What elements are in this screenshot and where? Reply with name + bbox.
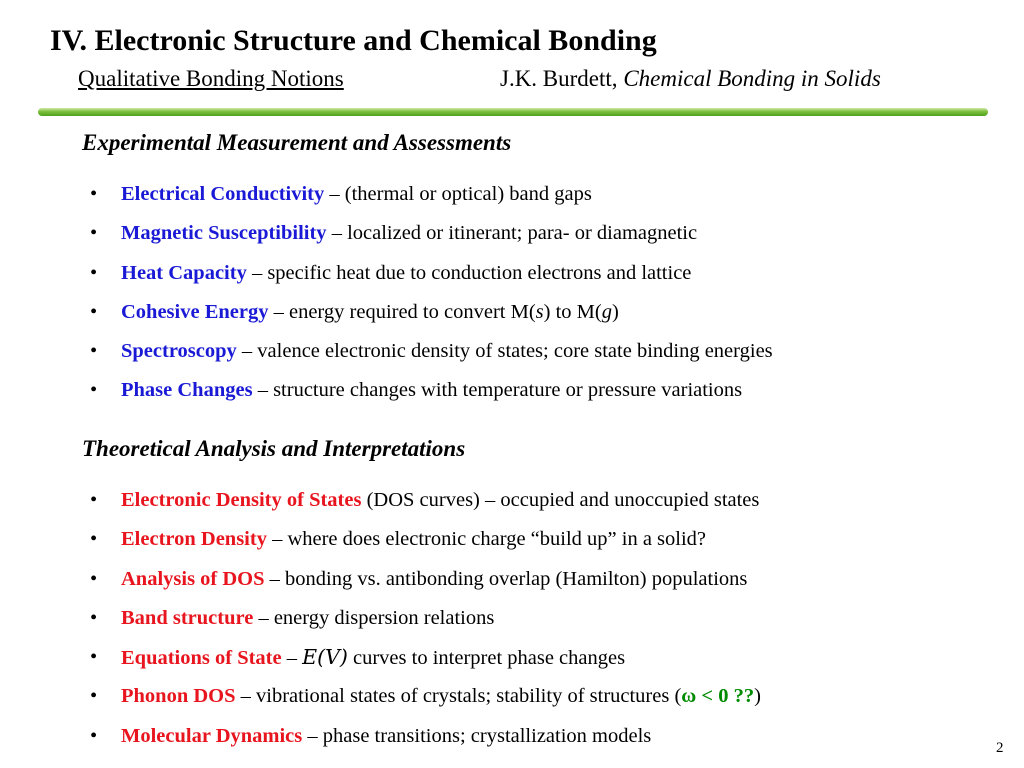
item-term: Magnetic Susceptibility (121, 222, 327, 245)
bullet: • (90, 222, 98, 245)
item-term: Molecular Dynamics (121, 724, 303, 747)
item-description: ) to M( (543, 300, 602, 323)
citation (500, 66, 881, 92)
list-item (88, 487, 761, 526)
list-item (88, 260, 773, 299)
list-item (88, 181, 773, 220)
list-item (88, 644, 761, 683)
equation-e-of-v: E(V) (302, 645, 348, 670)
item-description: – (thermal or optical) band gaps (324, 183, 592, 205)
citation-author: J.K. Burdett, (500, 66, 624, 91)
item-description: – bonding vs. antibonding overlap (Hamilton) populations (264, 567, 748, 590)
item-term: Spectroscopy (121, 340, 237, 363)
list-item (88, 723, 761, 762)
experimental-list (88, 181, 773, 417)
list-item (88, 338, 773, 377)
item-solid-symbol: s (535, 300, 544, 323)
item-description: curves to interpret phase changes (347, 647, 626, 670)
list-item (88, 299, 773, 338)
list-item (88, 220, 773, 259)
list-item (88, 377, 773, 416)
item-description: (DOS curves) – occupied and unoccupied states (361, 489, 760, 511)
item-term: Equations of State (121, 647, 282, 670)
bullet: • (90, 379, 98, 402)
bullet: • (90, 724, 98, 747)
page-number: 2 (996, 740, 1004, 756)
item-term: Electrical Conductivity (121, 183, 325, 205)
item-term: Electronic Density of States (121, 489, 362, 511)
item-description: – valence electronic density of states; core state binding energies (236, 340, 773, 363)
list-item (88, 566, 761, 605)
slide-title: IV. Electronic Structure and Chemical Bonding (50, 24, 657, 57)
item-term: Phase Changes (121, 379, 253, 402)
bullet: • (90, 300, 98, 323)
bullet: • (90, 528, 98, 551)
list-item (88, 526, 761, 565)
item-term: Band structure (121, 606, 254, 629)
item-description: – specific heat due to conduction electrons and lattice (246, 261, 692, 284)
item-description: ) (611, 300, 619, 323)
list-item (88, 605, 761, 644)
item-description: ) (754, 685, 761, 708)
item-description: – energy required to convert M( (268, 300, 536, 323)
item-description: – energy dispersion relations (253, 606, 495, 629)
item-term: Heat Capacity (121, 261, 247, 284)
item-term: Analysis of DOS (121, 567, 265, 590)
bullet: • (90, 646, 98, 669)
bullet: • (90, 685, 98, 708)
bullet: • (90, 489, 98, 511)
bullet: • (90, 183, 98, 205)
item-description: – phase transitions; crystallization models (302, 724, 652, 747)
bullet: • (90, 261, 98, 284)
bullet: • (90, 606, 98, 629)
item-description: – vibrational states of crystals; stability of structures ( (235, 685, 682, 708)
list-item (88, 683, 761, 722)
item-description: – localized or itinerant; para- or diamagnetic (326, 222, 698, 245)
item-term: Cohesive Energy (121, 300, 269, 323)
item-description: – (281, 647, 303, 670)
item-term: Phonon DOS (121, 685, 236, 708)
item-term: Electron Density (121, 528, 267, 551)
theoretical-list (88, 487, 761, 762)
item-description: – where does electronic charge “build up” in a solid? (266, 528, 707, 551)
item-description: – structure changes with temperature or pressure variations (252, 379, 743, 402)
omega-condition: ω < 0 ?? (681, 685, 755, 708)
section-heading-experimental: Experimental Measurement and Assessments (82, 130, 512, 155)
bullet: • (90, 567, 98, 590)
section-heading-theoretical: Theoretical Analysis and Interpretations (82, 436, 466, 461)
item-gas-symbol: g (601, 300, 612, 323)
bullet: • (90, 340, 98, 363)
title-divider (38, 108, 988, 116)
citation-book: Chemical Bonding in Solids (623, 66, 881, 91)
slide-subtitle: Qualitative Bonding Notions (78, 66, 344, 91)
